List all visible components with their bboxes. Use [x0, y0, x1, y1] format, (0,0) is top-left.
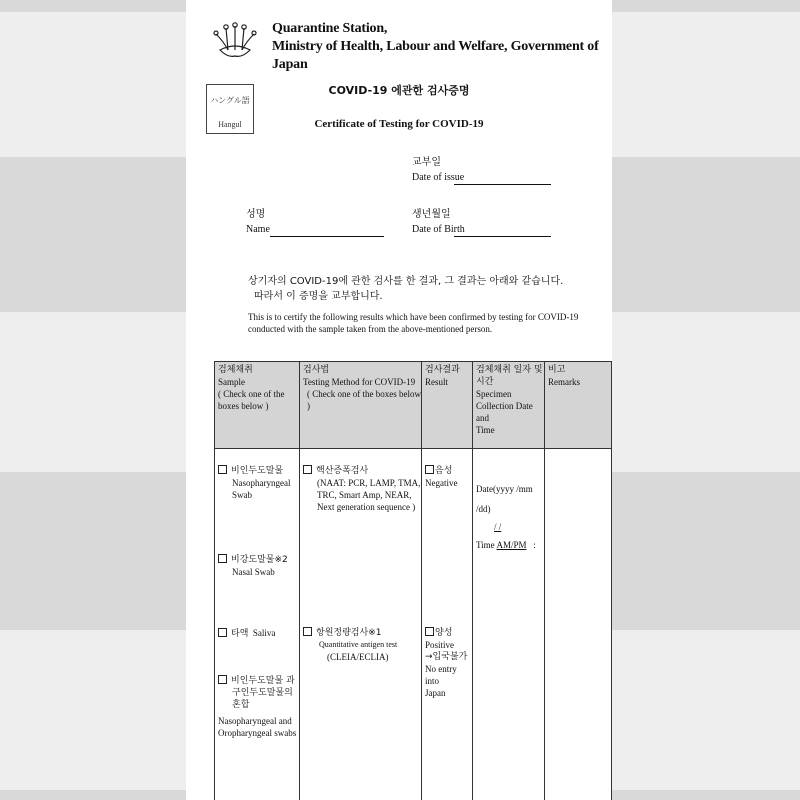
sample-option-ko: 타액	[231, 629, 249, 639]
table-border	[472, 361, 473, 800]
result-option-negative	[425, 465, 471, 489]
table-border	[214, 361, 612, 362]
sample-option-ko: 구인두도말물의	[232, 688, 293, 698]
method-option-en: Next generation sequence )	[317, 502, 416, 512]
method-option-naat	[303, 465, 421, 513]
statement-en-line2: conducted with the sample taken from the above-mentioned person.	[248, 324, 493, 334]
result-positive-note-en: Japan	[425, 688, 446, 698]
paulownia-crest-icon	[212, 20, 258, 60]
statement-korean	[248, 274, 563, 304]
sample-option-ko: 비인두도말물 과	[231, 676, 295, 686]
header-method-ko: 검사법	[303, 365, 330, 375]
header-date-en1: Specimen	[476, 389, 512, 399]
statement-en-line1: This is to certify the following results which have been confirmed by testing for COVID-19	[248, 312, 579, 322]
sample-checkbox[interactable]	[218, 628, 227, 637]
header-collection-date	[476, 364, 544, 436]
method-option-antigen	[303, 627, 421, 663]
table-border	[214, 361, 215, 800]
birth-date-field[interactable]	[454, 224, 551, 237]
header-sample-en: Sample	[218, 377, 245, 387]
sample-checkbox[interactable]	[218, 675, 227, 684]
language-english: Hangul	[218, 120, 242, 129]
sample-option-saliva	[218, 627, 298, 640]
sample-option-nasal	[218, 554, 298, 578]
header-date-en2: Collection Date and	[476, 401, 533, 423]
result-positive-note-ko: →입국불가	[425, 652, 468, 662]
name-label-en: Name	[246, 224, 270, 235]
method-option-en: (NAAT: PCR, LAMP, TMA,	[317, 478, 421, 488]
date-slashes: / /	[494, 522, 502, 532]
header-remarks-en: Remarks	[548, 377, 580, 387]
result-positive-note-en: No entry into	[425, 664, 457, 686]
date-format-label-cont: /dd)	[476, 504, 491, 514]
result-checkbox[interactable]	[425, 627, 434, 636]
margin-band	[612, 312, 800, 472]
result-option-positive	[425, 627, 471, 699]
result-checkbox[interactable]	[425, 465, 434, 474]
certificate-page	[186, 0, 612, 800]
method-option-en: TRC, Smart Amp, NEAR,	[317, 490, 412, 500]
header-date-ko2: 시간	[476, 377, 494, 387]
method-option-en: (CLEIA/ECLIA)	[327, 652, 389, 662]
result-option-en: Positive	[425, 640, 455, 650]
method-checkbox[interactable]	[303, 465, 312, 474]
header-sample-note2: boxes below )	[218, 401, 269, 411]
issuing-authority	[272, 20, 612, 74]
sample-option-ko: 혼합	[232, 700, 250, 710]
header-result	[425, 364, 471, 388]
birth-date-label-en: Date of Birth	[412, 224, 465, 235]
collection-date-cell[interactable]	[476, 483, 544, 551]
sample-option-ko: 비강도말물※2	[231, 555, 288, 565]
header-method-en: Testing Method for COVID-19	[303, 377, 416, 387]
sample-option-en: Nasopharyngeal	[232, 478, 291, 488]
header-remarks	[548, 364, 610, 388]
issue-date-label-en: Date of issue	[412, 172, 465, 183]
method-option-ko: 항원정량검사※1	[316, 628, 382, 638]
sample-option-en: Oropharyngeal swabs	[218, 728, 297, 738]
table-border	[214, 448, 612, 449]
header-result-ko: 검사결과	[425, 365, 460, 375]
title-korean: COVID-19 에관한 검사증명	[328, 84, 470, 97]
sample-option-en: Nasal Swab	[232, 567, 275, 577]
date-format-label: Date(yyyy /mm	[476, 484, 533, 494]
header-remarks-ko: 비고	[548, 365, 566, 375]
statement-ko-line1: 상기자의 COVID-19에 관한 검사를 한 결과, 그 결과는 아래와 같습니다.	[248, 276, 564, 287]
header-method-note: ( Check one of the boxes below )	[307, 389, 421, 411]
sample-checkbox[interactable]	[218, 554, 227, 563]
time-colon: :	[533, 540, 536, 550]
margin-band	[612, 12, 800, 157]
issue-date-field[interactable]	[454, 172, 551, 185]
header-sample-note1: ( Check one of the	[218, 389, 285, 399]
language-native: ハングル語	[210, 96, 250, 105]
margin-band	[0, 630, 186, 790]
header-date-en3: Time	[476, 425, 495, 435]
header-method	[303, 364, 421, 412]
test-results-table	[214, 361, 612, 800]
margin-band	[612, 630, 800, 790]
station-name: Quarantine Station,	[272, 21, 388, 36]
name-field[interactable]	[270, 224, 384, 237]
sample-option-en: Nasopharyngeal and	[218, 716, 292, 726]
result-option-ko: 음성	[435, 466, 453, 476]
statement-ko-line2: 따라서 이 증명을 교부합니다.	[254, 291, 383, 302]
issue-date-label-ko: 교부일	[412, 157, 441, 168]
birth-date-label-ko: 생년월일	[412, 209, 451, 220]
header-result-en: Result	[425, 377, 449, 387]
sample-option-nasopharyngeal	[218, 465, 298, 501]
method-option-ko: 핵산증폭검사	[316, 466, 369, 476]
margin-band	[0, 12, 186, 157]
header-sample-ko: 검체채취	[218, 365, 253, 375]
time-ampm: AM/PM	[496, 540, 527, 550]
sample-checkbox[interactable]	[218, 465, 227, 474]
margin-band	[0, 312, 186, 472]
table-border	[611, 361, 612, 800]
time-line	[476, 539, 544, 551]
name-label-ko: 성명	[246, 209, 266, 220]
table-border	[544, 361, 545, 800]
header-date-ko1: 검체채취 일자 및	[476, 365, 543, 375]
time-label: Time	[476, 540, 495, 550]
ministry-name: Ministry of Health, Labour and Welfare, Government of Japan	[272, 39, 599, 72]
left-margin-background	[0, 0, 186, 800]
result-option-en: Negative	[425, 478, 458, 488]
title-english: Certificate of Testing for COVID-19	[314, 118, 484, 130]
header-sample	[218, 364, 298, 412]
result-option-ko: 양성	[435, 628, 453, 638]
right-margin-background	[612, 0, 800, 800]
method-checkbox[interactable]	[303, 627, 312, 636]
sample-option-en: Swab	[232, 490, 252, 500]
sample-option-en: Saliva	[252, 628, 276, 638]
sample-option-ko: 비인두도말물	[231, 466, 284, 476]
method-option-en: Quantitative antigen test	[319, 640, 398, 649]
sample-option-mixed	[218, 675, 300, 739]
table-border	[421, 361, 422, 800]
statement-english	[248, 311, 608, 335]
